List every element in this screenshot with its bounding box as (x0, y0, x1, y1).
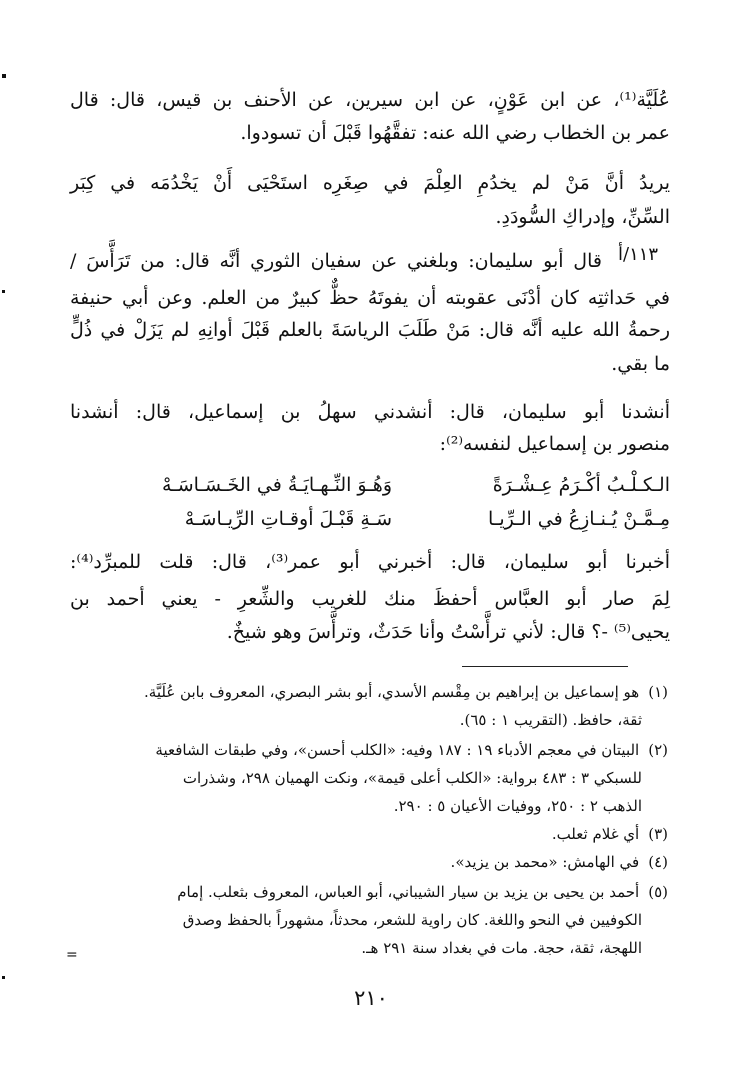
text-line: أخبرنا أبو سليمان، قال: أخبرني أبو عمر⁽³⁾، قال: قلت للمبرِّد⁽⁴⁾: (70, 551, 670, 573)
footnote-line (68, 822, 668, 846)
text-line: يحيى⁽⁵⁾ -؟ قال: لأني ترأَّسْتُ وأنا حَدَثٌ، وترأَّسَ وهو شيخٌ. (226, 621, 670, 643)
scan-edge-mark (2, 976, 5, 979)
text-line: في حَداثتِه كان أدْنَى عقوبته أن يفوتَهُ حظٌّ كبيرٌ من العلم. وعن أبي حنيفة (70, 287, 670, 309)
text-line: ما بقي. (611, 353, 670, 375)
footnote-text: الذهب ٢ : ٢٥٠، ووفيات الأعيان ٥ : ٢٩٠. (393, 797, 642, 815)
footnote-separator (462, 666, 628, 667)
footnote-text: الكوفيين في النحو واللغة. كان راوية للشعر، محدثاً، مشهوراً بالحفظ وصدق (182, 911, 642, 929)
footnote-continuation-mark: = (66, 947, 78, 963)
text-line: لِمَ صار أبو العبَّاس أحفظَ منك للغريب والشِّعرِ - يعني أحمد بن (70, 588, 670, 610)
footnote-text: للسبكي ٣ : ٤٨٣ برواية: «الكلب أعلى قيمة»، ونكت الهميان ٢٩٨، وشذرات (182, 769, 642, 787)
text-line: أنشدنا أبو سليمان، قال: أنشدني سهلُ بن إسماعيل، قال: أنشدنا (70, 401, 670, 423)
scan-edge-mark (2, 290, 5, 293)
footnote-line (68, 680, 668, 704)
footnote-number: (٥) (648, 883, 668, 901)
footnote-number: (٤) (648, 853, 668, 871)
text-line: السِّنِّ، وإدراكِ السُّودَدِ. (495, 206, 670, 228)
footnote-text: اللهجة، ثقة، حجة. مات في بغداد سنة ٢٩١ هـ. (361, 939, 642, 957)
footnote-line (68, 738, 668, 762)
text-line: منصور بن إسماعيل لنفسه⁽²⁾: (439, 433, 670, 455)
footnote-text: أي غلام ثعلب. (551, 825, 640, 843)
footnote-number: (١) (648, 683, 668, 701)
folio-margin-note: ١١٣/أ (618, 244, 659, 265)
text-line: عمر بن الخطاب رضي الله عنه: تفقَّهُوا قَبْلَ أن تسودوا. (240, 122, 670, 144)
footnote-line (68, 850, 668, 874)
text-line: يريدُ أنَّ مَنْ لم يخدُمِ العِلْمَ في صِغَرِه استَحْيَى أَنْ يَخْدُمَه في كِبَر (70, 172, 670, 194)
footnote-text: أحمد بن يحيى بن يزيد بن سيار الشيباني، أبو العباس، المعروف بثعلب. إمام (177, 883, 640, 901)
footnote-text: البيتان في معجم الأدباء ١٩ : ١٨٧ وفيه: «الكلب أحسن»، وفي طبقات الشافعية (155, 741, 640, 759)
footnote-number: (٢) (648, 741, 668, 759)
page-number: ٢١٠ (354, 986, 388, 1010)
footnote-text: في الهامش: «محمد بن يزيد». (450, 853, 640, 871)
footnote-text: هو إسماعيل بن إبراهيم بن مِقْسم الأسدي، أبو بشر البصري، المعروف بابن عُلَيَّة. (144, 683, 640, 701)
text-line: رحمةُ الله عليه أنَّه قال: مَنْ طَلَبَ الرياسَةَ بالعلم قَبْلَ أوانِهِ لم يَزَلْ في ذُلٍّ (70, 319, 670, 341)
footnote-number: (٣) (648, 825, 668, 843)
footnote-line (68, 880, 668, 904)
poem-hemistich: سَـةِ قَبْـلَ أوقـاتِ الرِّيـاسَـهْ (184, 508, 392, 530)
footnote-text: ثقة، حافظ. (التقريب ١ : ٦٥). (459, 711, 642, 729)
poem-hemistich: مِـمَّـنْ يُـنـازِعُ في الـرِّيـا (487, 508, 670, 530)
poem-hemistich: وَهُـوَ النِّـهـايَـةُ في الخَـسَـاسَـهْ (161, 474, 392, 496)
scan-edge-mark (2, 74, 6, 78)
text-line: عُلَيَّة⁽¹⁾، عن ابن عَوْنٍ، عن ابن سيرين، عن الأحنف بن قيس، قال: قال (70, 89, 670, 111)
poem-hemistich: الـكـلْـبُ أكْـرَمُ عِـشْـرَةً (492, 474, 670, 496)
text-line: قال أبو سليمان: وبلغني عن سفيان الثوري أنَّه قال: من تَرَأَّسَ / (70, 250, 602, 272)
